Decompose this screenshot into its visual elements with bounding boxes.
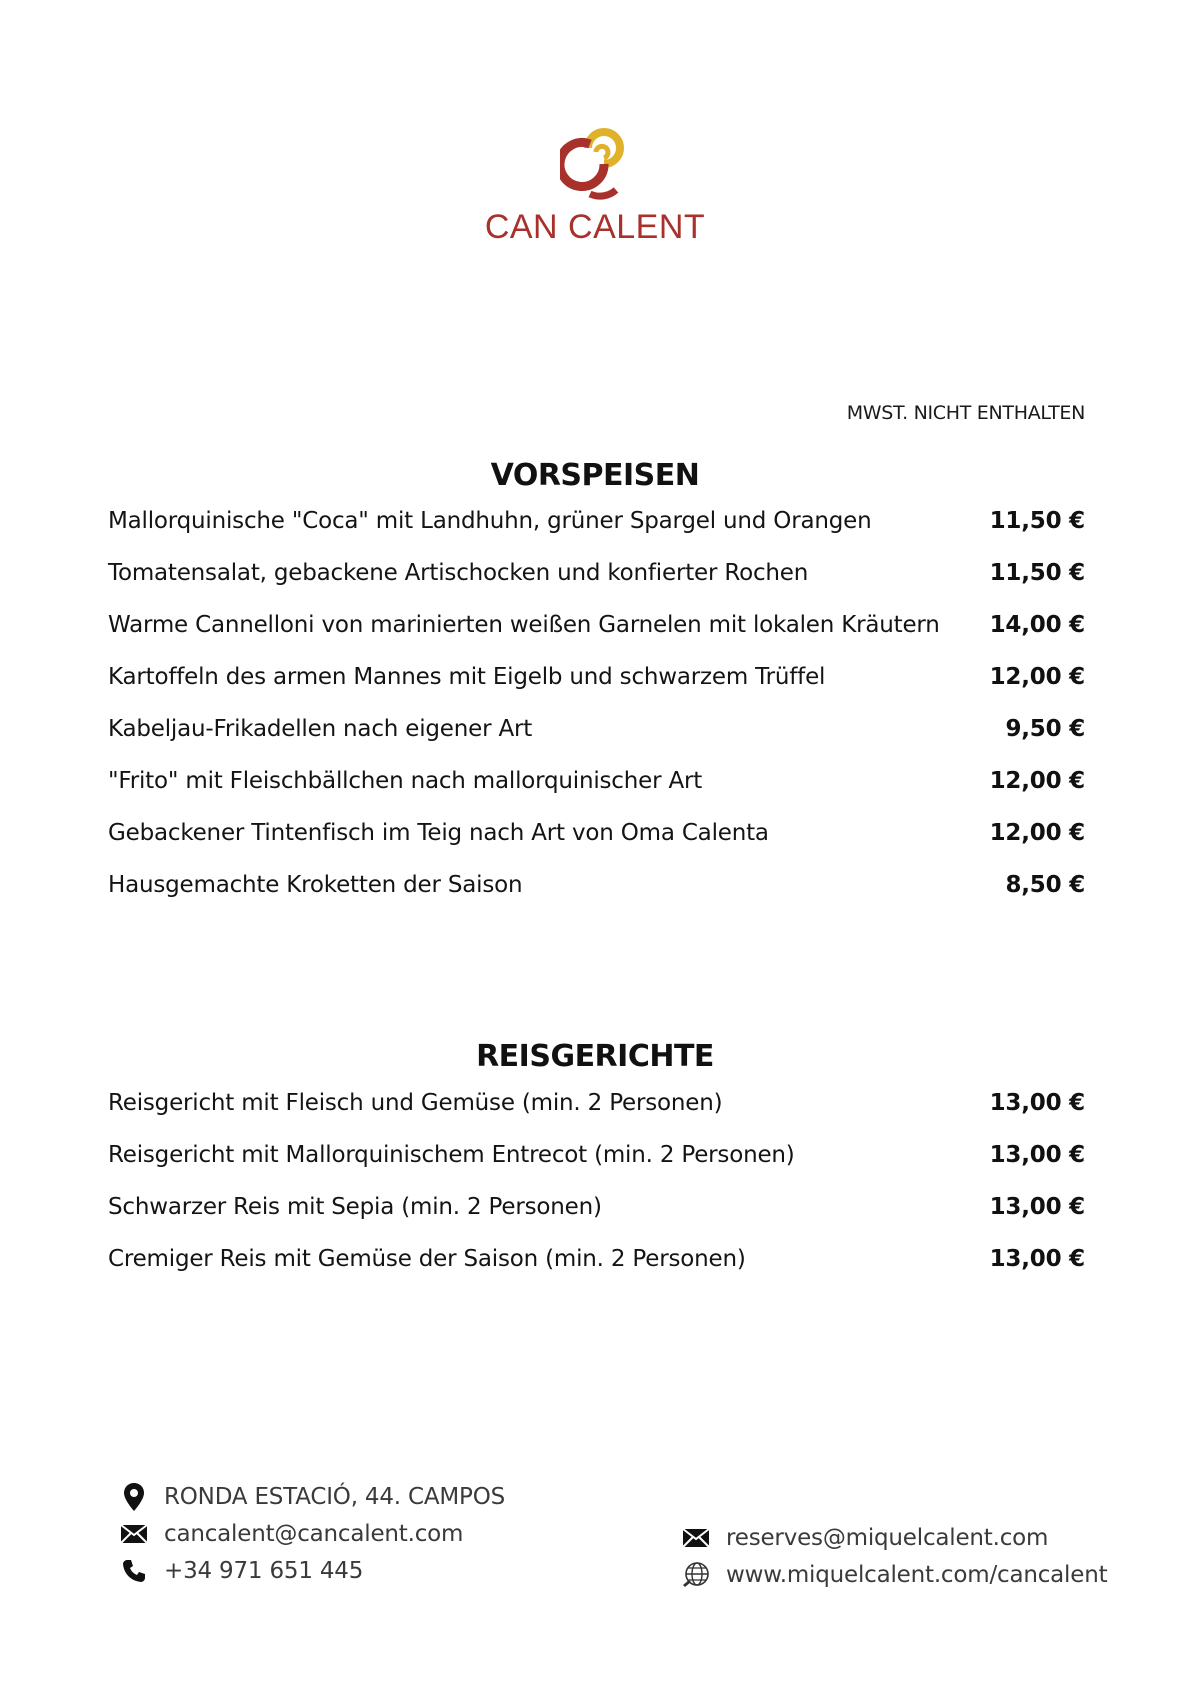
footer-contact-left [118, 1478, 505, 1589]
tax-note: MWST. NICHT ENTHALTEN [846, 402, 1085, 424]
address-row [118, 1478, 505, 1515]
section-title-reisgerichte: REISGERICHTE [476, 1039, 714, 1074]
dish-price: 11,50 € [989, 560, 1085, 586]
dish-price: 12,00 € [989, 768, 1085, 794]
menu-item [108, 820, 1085, 872]
dish-price: 13,00 € [989, 1142, 1085, 1168]
menu-item [108, 1246, 1085, 1298]
dish-name: Schwarzer Reis mit Sepia (min. 2 Personen) [108, 1194, 602, 1220]
menu-item [108, 508, 1085, 560]
globe-icon [680, 1561, 712, 1589]
menu-item [108, 664, 1085, 716]
dish-price: 12,00 € [989, 820, 1085, 846]
envelope-icon [118, 1520, 150, 1548]
phone-row [118, 1552, 505, 1589]
menu-list-reisgerichte [108, 1090, 1085, 1298]
menu-item [108, 872, 1085, 924]
dish-name: Reisgericht mit Mallorquinischem Entrecot (min. 2 Personen) [108, 1142, 795, 1168]
email-row [118, 1515, 505, 1552]
menu-item [108, 1194, 1085, 1246]
map-pin-icon [118, 1483, 150, 1511]
dish-name: Hausgemachte Kroketten der Saison [108, 872, 523, 898]
dish-price: 14,00 € [989, 612, 1085, 638]
dish-name: "Frito" mit Fleischbällchen nach mallorquinischer Art [108, 768, 703, 794]
dish-name: Gebackener Tintenfisch im Teig nach Art von Oma Calenta [108, 820, 769, 846]
dish-name: Warme Cannelloni von marinierten weißen Garnelen mit lokalen Kräutern [108, 612, 940, 638]
dish-name: Reisgericht mit Fleisch und Gemüse (min. 2 Personen) [108, 1090, 723, 1116]
reservations-email-row [680, 1519, 1107, 1556]
menu-item [108, 612, 1085, 664]
email-link[interactable]: cancalent@cancalent.com [164, 1520, 464, 1547]
dish-name: Cremiger Reis mit Gemüse der Saison (min. 2 Personen) [108, 1246, 746, 1272]
dish-name: Kabeljau-Frikadellen nach eigener Art [108, 716, 533, 742]
dish-price: 11,50 € [989, 508, 1085, 534]
dish-price: 13,00 € [989, 1090, 1085, 1116]
dish-name: Mallorquinische "Coca" mit Landhuhn, grüner Spargel und Orangen [108, 508, 872, 534]
menu-item [108, 1142, 1085, 1194]
dish-price: 12,00 € [989, 664, 1085, 690]
dish-name: Tomatensalat, gebackene Artischocken und konfierter Rochen [108, 560, 809, 586]
dish-price: 8,50 € [1005, 872, 1085, 898]
reservations-email-link[interactable]: reserves@miquelcalent.com [726, 1524, 1049, 1551]
can-calent-logo-mark-icon [560, 118, 630, 200]
website-link[interactable]: www.miquelcalent.com/cancalent [726, 1561, 1108, 1588]
dish-name: Kartoffeln des armen Mannes mit Eigelb und schwarzem Trüffel [108, 664, 826, 690]
website-row [680, 1556, 1107, 1593]
dish-price: 13,00 € [989, 1194, 1085, 1220]
menu-item [108, 716, 1085, 768]
brand-logo [0, 118, 1190, 247]
menu-item [108, 768, 1085, 820]
brand-name: CAN CALENT [484, 208, 706, 246]
phone-icon [118, 1557, 150, 1585]
phone-link[interactable]: +34 971 651 445 [164, 1557, 364, 1584]
dish-price: 9,50 € [1005, 716, 1085, 742]
footer-contact-right [680, 1519, 1107, 1593]
address-text: RONDA ESTACIÓ, 44. CAMPOS [164, 1483, 506, 1510]
menu-list-vorspeisen [108, 508, 1085, 924]
menu-item [108, 560, 1085, 612]
menu-item [108, 1090, 1085, 1142]
dish-price: 13,00 € [989, 1246, 1085, 1272]
section-title-vorspeisen: VORSPEISEN [490, 458, 700, 493]
envelope-icon [680, 1524, 712, 1552]
